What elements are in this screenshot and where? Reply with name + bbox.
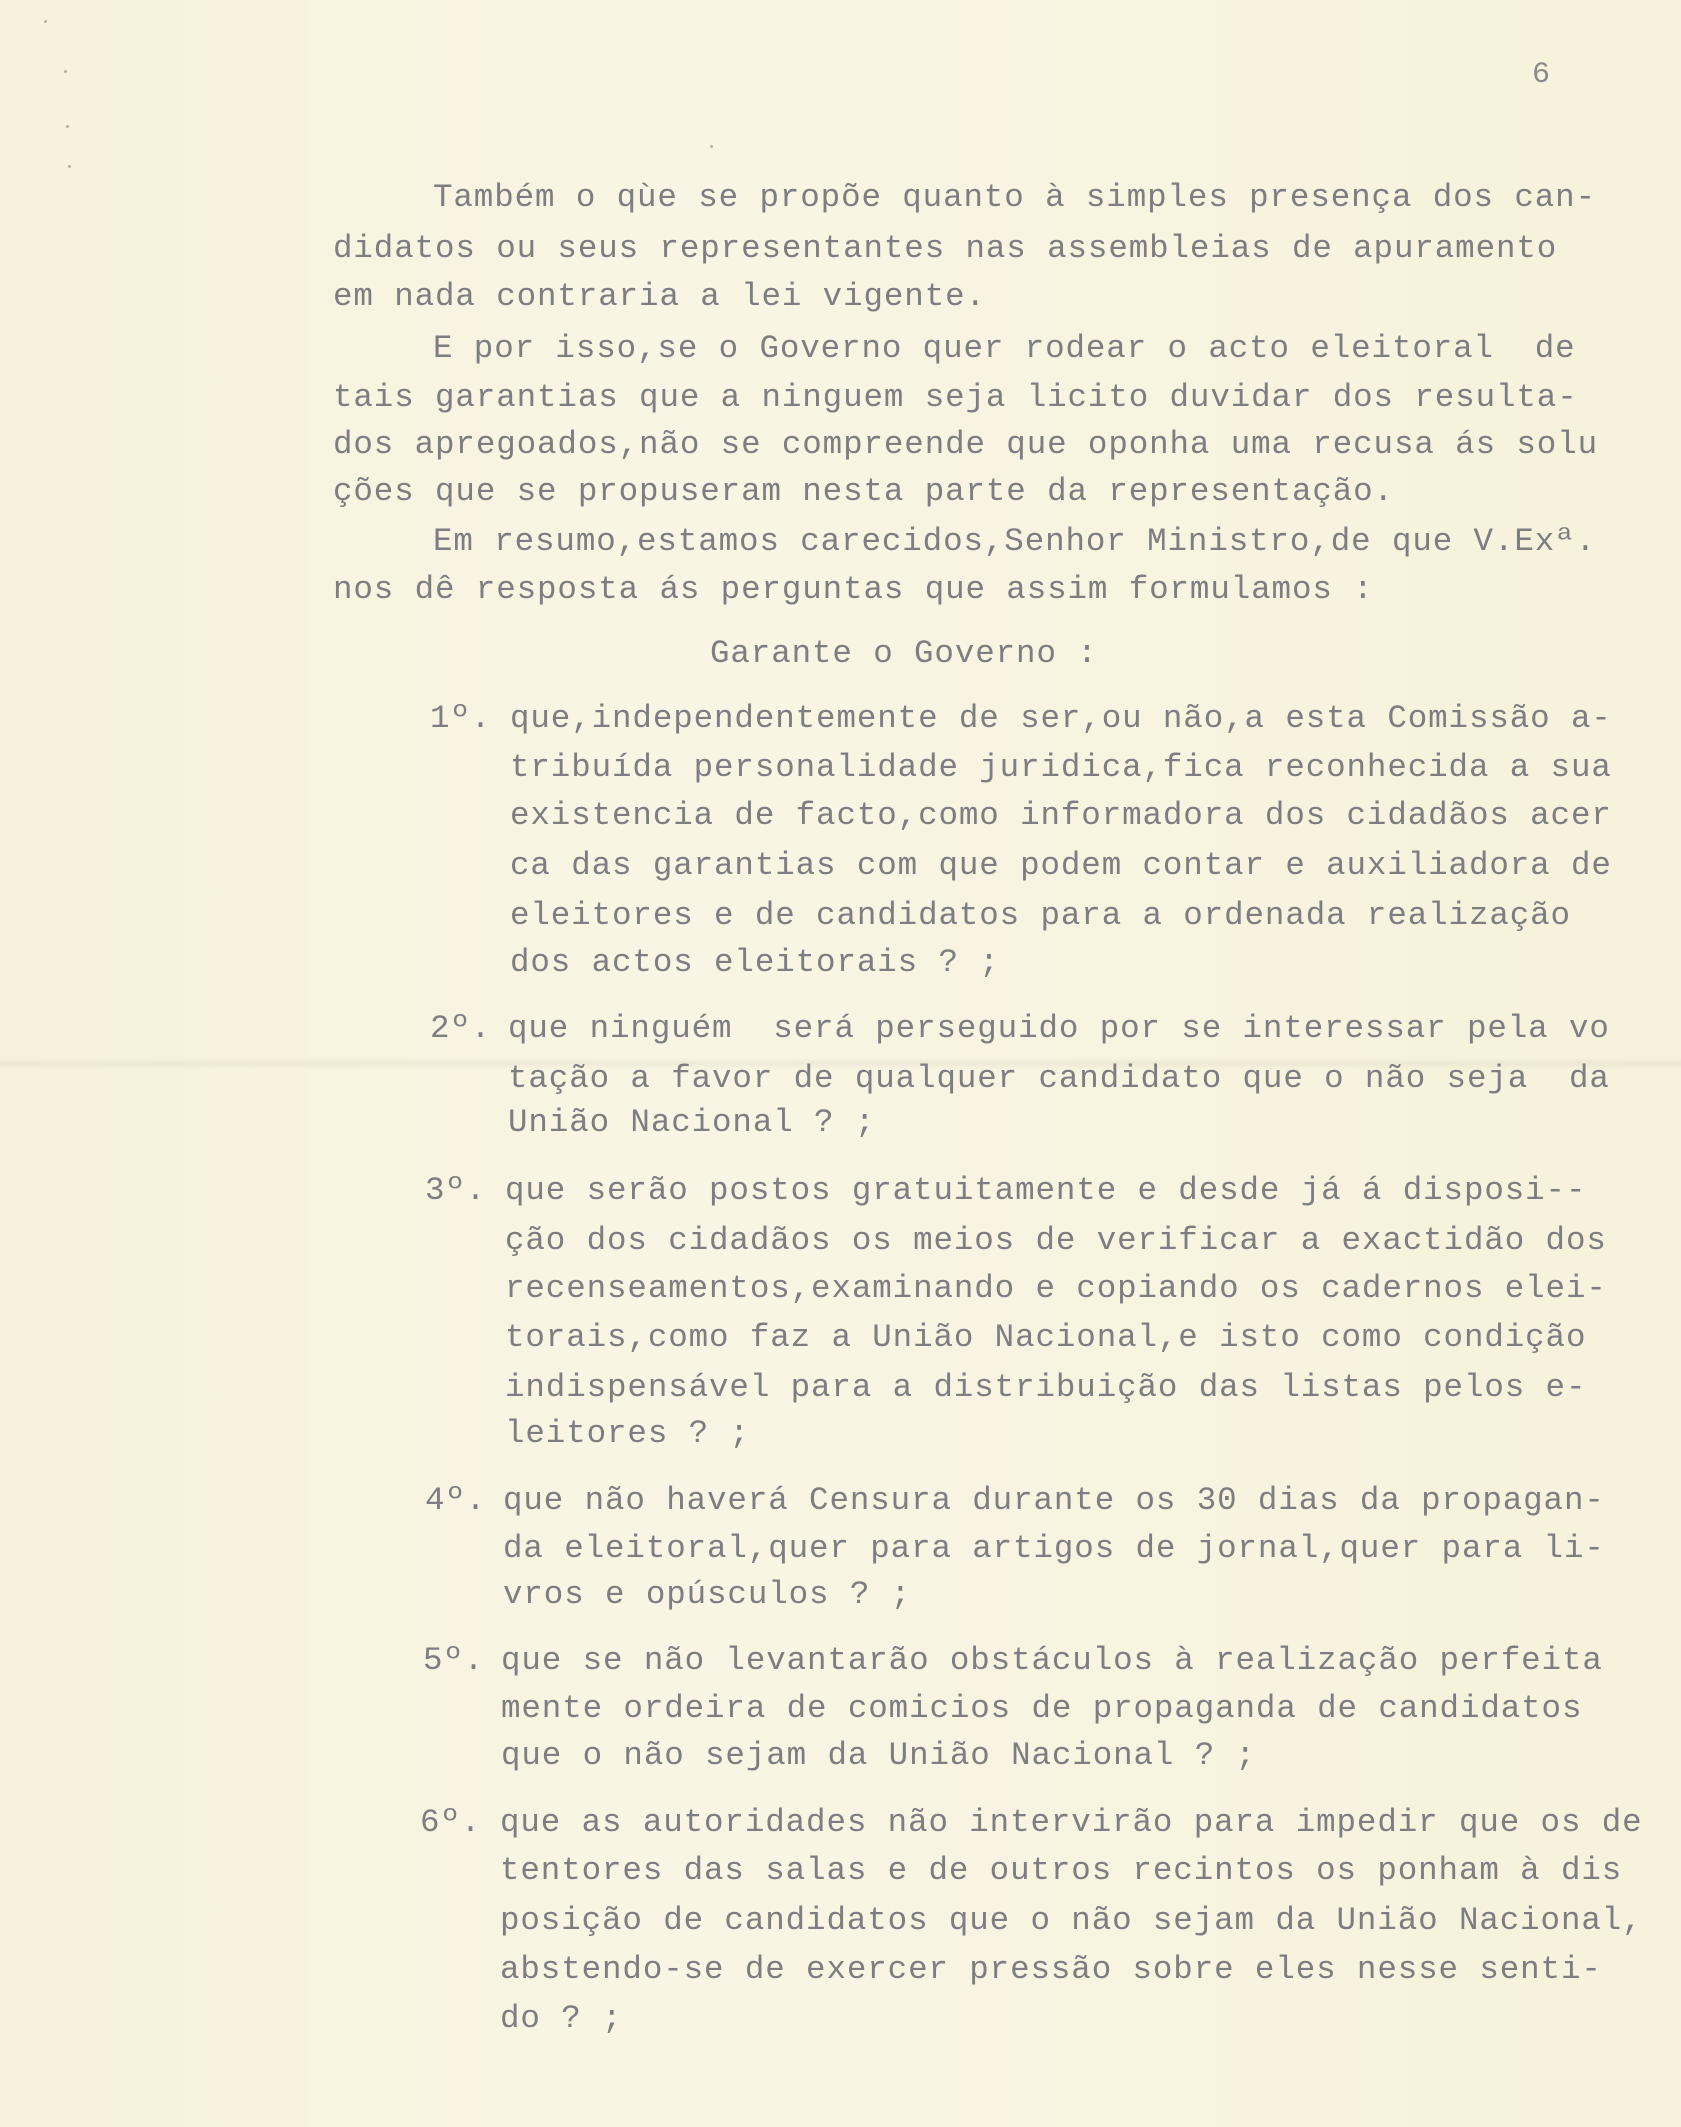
item-line: tação a favor de qualquer candidato que o não seja da <box>508 1060 1610 1097</box>
item-number: 5º. <box>423 1642 485 1679</box>
item-line: ção dos cidadãos os meios de verificar a exactidão dos <box>505 1222 1607 1259</box>
item-line: recenseamentos,examinando e copiando os cadernos elei- <box>505 1270 1607 1307</box>
item-line: indispensável para a distribuição das listas pelos e- <box>505 1369 1587 1406</box>
item-line: leitores ? ; <box>505 1415 750 1452</box>
margin-mark <box>66 125 69 128</box>
item-line: torais,como faz a União Nacional,e isto como condição <box>505 1319 1587 1356</box>
paragraph-line: em nada contraria a lei vigente. <box>333 278 986 315</box>
margin-mark <box>68 165 71 168</box>
item-line: posição de candidatos que o não sejam da União Nacional, <box>500 1902 1643 1939</box>
item-number: 1º. <box>430 700 492 737</box>
item-number: 2º. <box>430 1010 492 1047</box>
item-line: que ninguém será perseguido por se interessar pela vo <box>508 1010 1610 1047</box>
page-number: 6 <box>1532 58 1551 92</box>
item-line: existencia de facto,como informadora dos cidadãos acer <box>510 797 1612 834</box>
item-number: 4º. <box>425 1482 487 1519</box>
item-line: eleitores e de candidatos para a ordenada realização <box>510 897 1571 934</box>
item-line: que as autoridades não intervirão para impedir que os de <box>500 1804 1643 1841</box>
paragraph-line: Também o qùe se propõe quanto à simples presença dos can- <box>433 179 1596 216</box>
item-number: 6º. <box>420 1804 482 1841</box>
item-line: mente ordeira de comicios de propaganda de candidatos <box>501 1690 1583 1727</box>
item-line: que serão postos gratuitamente e desde já á disposi-- <box>505 1172 1587 1209</box>
item-line: que o não sejam da União Nacional ? ; <box>501 1737 1256 1774</box>
paragraph-line: dos apregoados,não se compreende que oponha uma recusa ás solu <box>333 426 1598 463</box>
item-line: dos actos eleitorais ? ; <box>510 944 1000 981</box>
item-line: da eleitoral,quer para artigos de jornal,quer para li- <box>503 1530 1605 1567</box>
paragraph-line: tais garantias que a ninguem seja licito duvidar dos resulta- <box>333 379 1578 416</box>
section-heading: Garante o Governo : <box>710 635 1098 672</box>
item-line: tentores das salas e de outros recintos os ponham à dis <box>500 1852 1623 1889</box>
paragraph-line: didatos ou seus representantes nas assembleias de apuramento <box>333 230 1558 267</box>
item-line: abstendo-se de exercer pressão sobre eles nesse senti- <box>500 1951 1602 1988</box>
item-line: que,independentemente de ser,ou não,a esta Comissão a- <box>510 700 1612 737</box>
item-number: 3º. <box>425 1172 487 1209</box>
paragraph-line: ções que se propuseram nesta parte da representação. <box>333 473 1394 510</box>
item-line: do ? ; <box>500 2000 623 2037</box>
paragraph-line: nos dê resposta ás perguntas que assim formulamos : <box>333 571 1374 608</box>
item-line: União Nacional ? ; <box>508 1104 876 1141</box>
paragraph-line: E por isso,se o Governo quer rodear o acto eleitoral de <box>433 330 1576 367</box>
margin-mark <box>710 145 713 148</box>
item-line: que se não levantarão obstáculos à realização perfeita <box>501 1642 1603 1679</box>
item-line: ca das garantias com que podem contar e auxiliadora de <box>510 847 1612 884</box>
paragraph-line: Em resumo,estamos carecidos,Senhor Ministro,de que V.Exª. <box>433 523 1596 560</box>
item-line: vros e opúsculos ? ; <box>503 1576 912 1613</box>
item-line: tribuída personalidade juridica,fica reconhecida a sua <box>510 749 1612 786</box>
margin-mark <box>44 20 47 23</box>
margin-mark <box>64 70 67 73</box>
item-line: que não haverá Censura durante os 30 dias da propagan- <box>503 1482 1605 1519</box>
